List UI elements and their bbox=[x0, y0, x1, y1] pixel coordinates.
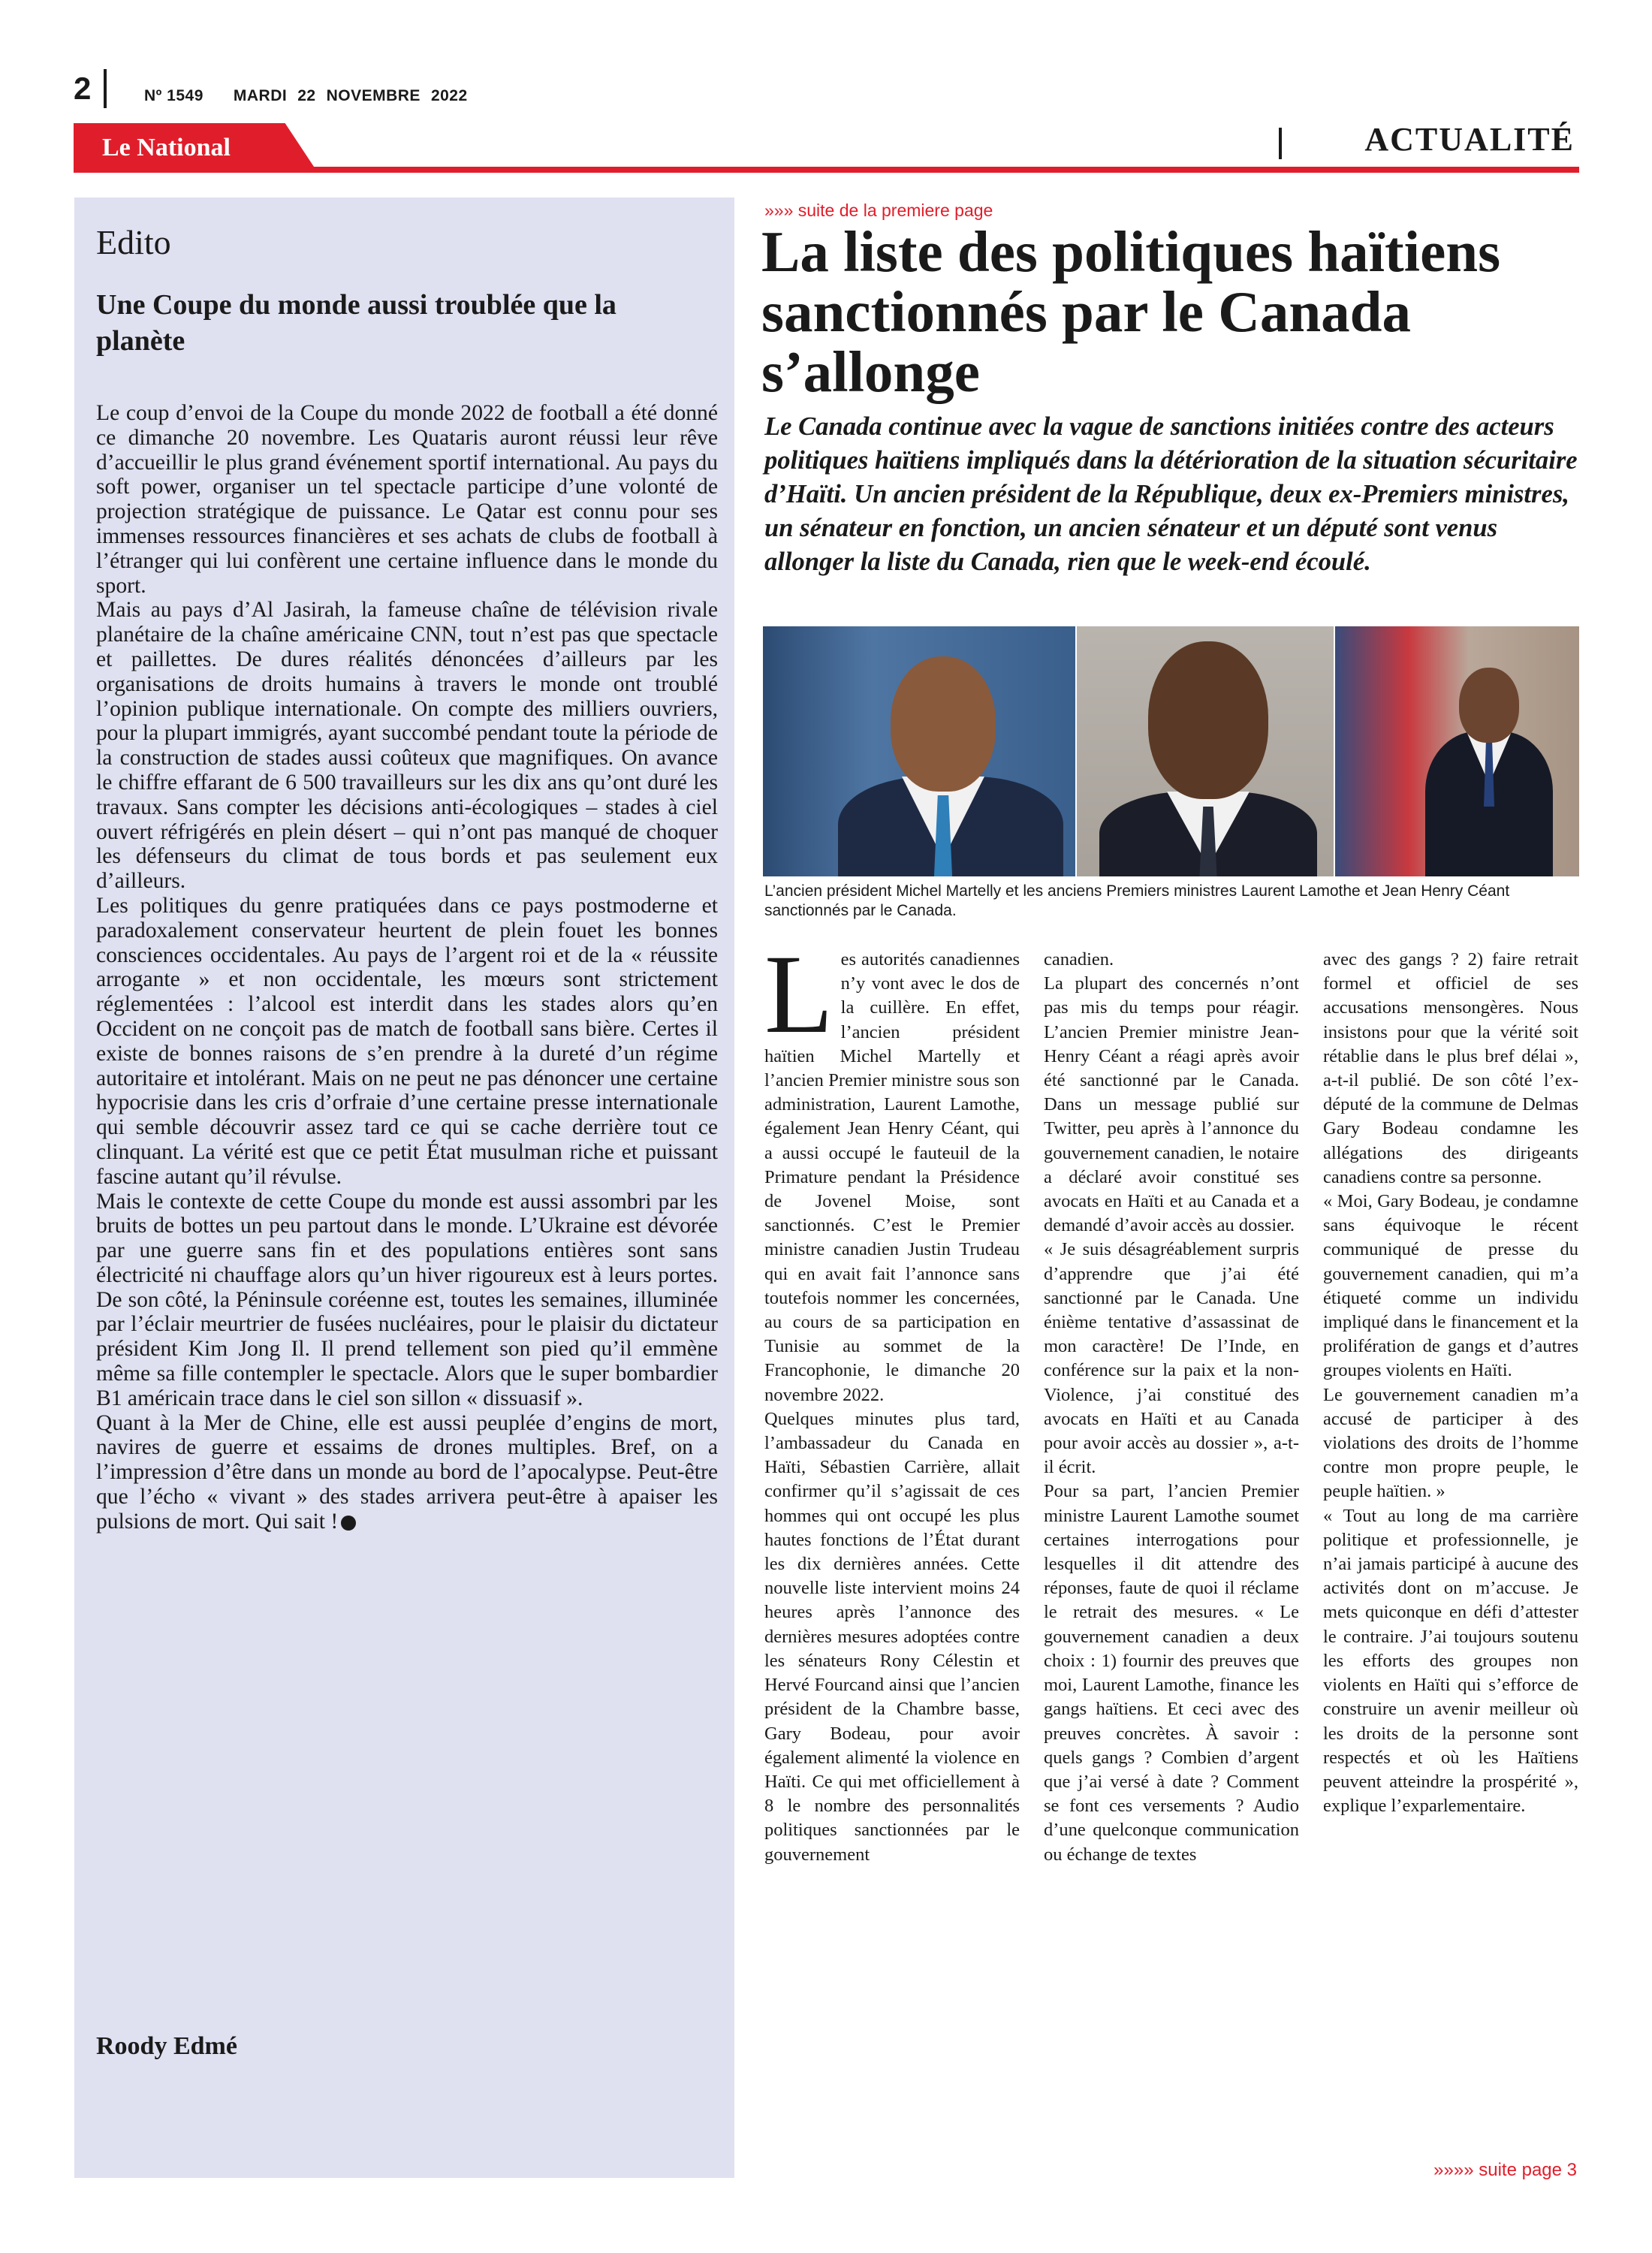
article-paragraph: Quelques minutes plus tard, l’ambassadeur du Canada en Haïti, Sébastien Carrière, allait confirmer qu’il s’agissait de ces hommes qui ont occupé les plus hautes fonctions de l’État durant les dix dernières années. Cette nouvelle liste intervient moins 24 heures après l’annonce des dernières mesures adoptées contre les sénateurs Rony Célestin et Hervé Fourcand ainsi que l’ancien président de la Chambre basse, Gary Bodeau, pour avoir également alimenté la violence en Haïti. Ce qui met officiellement à 8 le nombre des personnalités politiques sanctionnées par le gouvernement bbox=[764, 1408, 1020, 1865]
article-paragraph: « Tout au long de ma carrière politique et professionnelle, je n’ai jamais participé à aucune des activités dont on m’accuse. Je mets quiconque en défi d’attester le contraire. J’ai toujours soutenu les efforts des groupes non violents en Haïti qui s’efforce de construire un avenir meilleur où les droits de la personne sont respectés et où les Haïtiens peuvent atteindre la prospérité », explique l’exparlementaire. bbox=[1323, 1505, 1578, 1817]
edito-paragraph: Mais au pays d’Al Jasirah, la fameuse chaîne de télévision rivale planétaire de la chaîne américaine CNN, tout n’est pas que spectacle et paillettes. De dures réalités dénoncées d’ailleurs par les organisations de droits humains à travers le monde ont troublé l’opinion publique internationale. On compte des milliers ouvriers, pour la plupart immigrés, ayant succombé pendant toute la période de la construction de stades aussi coûteux que magnifiques. On avance le chiffre effarant de 6 500 travailleurs sur les dix ans qu’ont duré les travaux. Sans compter les décisions anti-écologiques – stades à ciel ouvert réfrigérés en plein désert – qui n’ont pas manqué de choquer les défenseurs du climat de tous bords et pas seulement eux d’ailleurs. bbox=[96, 598, 718, 894]
page-number: 2 bbox=[74, 71, 92, 106]
end-mark-icon bbox=[341, 1516, 356, 1531]
drop-cap: L bbox=[764, 932, 834, 1057]
section-divider bbox=[1279, 128, 1282, 159]
article-column-3 bbox=[1323, 948, 1578, 1818]
edito-paragraph: Le coup d’envoi de la Coupe du monde 2022 de football a été donné ce dimanche 20 novembre. Les Quataris auront réussi leur rêve d’accueillir le plus grand événement sportif international. Au pays du soft power, organiser un tel spectacle participe d’une volonté de projection stratégique de puissance. Le Qatar est connu pour ses immenses ressources financières et ses achats de clubs de football à l’étranger qui lui confèrent une certaine influence dans le monde du sport. bbox=[96, 401, 718, 598]
article-photo-strip bbox=[763, 626, 1579, 876]
edito-paragraph: Mais le contexte de cette Coupe du monde est aussi assombri par les bruits de bottes un peu partout dans le monde. L’Ukraine est dévorée par une guerre sans fin et des populations entières sont sans électricité ni chauffage alors qu’un hiver rigoureux est à leurs portes. De son côté, la Péninsule coréenne est, toutes les semaines, illuminée par l’éclair meurtrier de fusées nucléaires, pour le plaisir du dictateur président Kim Jong Il. Il prend tellement son pied qu’il emmène même sa fille contempler le spectacle. Alors que le super bombardier B1 américain trace dans le ciel son sillon « dissuasif ». bbox=[96, 1189, 718, 1410]
article-paragraph-text: es autorités canadiennes n’y vont avec le dos de la cuillère. En effet, l’ancien président haïtien Michel Martelly et l’ancien Premier ministre sous son administration, Laurent Lamothe, également Jean Henry Céant, qui a aussi occupé le fauteuil de la Primature pendant la Présidence de Jovenel Moise, sont sanctionnés. C’est le Premier ministre canadien Justin Trudeau qui en avait fait l’annonce sans toutefois nommer les concernées, au cours de sa participation en Tunisie au sommet de la Francophonie, le dimanche 20 novembre 2022. bbox=[764, 949, 1020, 1405]
article-paragraph: « Je suis désagréablement surpris d’apprendre que j’ai été sanctionné par le Canada. Une énième tentative d’assassinat de mon caractère! De l’Inde, en conférence sur la paix et la non-Violence, j’ai constitué des avocats en Haïti et au Canada pour avoir accès au dossier », a-t-il écrit. bbox=[1044, 1239, 1299, 1478]
issue-year: 2022 bbox=[430, 87, 468, 104]
newspaper-brand: Le National bbox=[102, 134, 231, 161]
issue-month: NOVEMBRE bbox=[326, 87, 421, 104]
edito-author: Roody Edmé bbox=[96, 2032, 237, 2060]
article-lede: Le Canada continue avec la vague de sanctions initiées contre des acteurs politiques haïtiens impliqués dans la détérioration de la situation sécuritaire d’Haïti. Un ancien président de la République, deux ex-Premiers ministres, un sénateur en fonction, un ancien sénateur et un député sont venus allonger la liste du Canada, rien que le week-end écoulé. bbox=[764, 412, 1578, 576]
article-paragraph: Le gouvernement canadien m’a accusé de participer à des violations des droits de l’homme contre mon propre peuple, le peuple haïtien. » bbox=[1323, 1384, 1578, 1502]
article-paragraph: Pour sa part, l’ancien Premier ministre Laurent Lamothe soumet certaines interrogations pour lesquelles il dit attendre des réponses, faute de quoi il réclame le retrait des mesures. « Le gouvernement canadien a deux choix : 1) fournir des preuves que moi, Laurent Lamothe, finance les gangs haïtiens. Et ceci avec des preuves concrètes. À savoir : quels gangs ? Combien d’argent que j’ai versé à date ? Comment se font ces versements ? Audio d’une quelconque communication ou échange de textes bbox=[1044, 1481, 1299, 1865]
continued-on-link[interactable]: »»»» suite page 3 bbox=[1433, 2160, 1577, 2180]
header-divider bbox=[104, 69, 107, 108]
edito-paragraph: Les politiques du genre pratiquées dans ce pays postmoderne et paradoxalement conservateur heurtent de plein fouet les bonnes consciences occidentales. Au pays de l’argent roi et de la « réussite arrogante » et non occidentale, les mœurs sont strictement réglementées : l’alcool est interdit dans les stades alors qu’en Occident on ne conçoit pas de match de football sans bière. Certes il existe de bonnes raisons de s’en prendre à la dureté d’un régime autoritaire et intolérant. Mais on ne peut ne pas dénoncer une certaine hypocrisie dans les cris d’orfraie d’une certaine presse internationale qui semble découvrir assez tard ce qui se cache derrière tout ce clinquant. La vérité est que ce petit État musulman riche et puissant fascine autant qu’il révulse. bbox=[96, 893, 718, 1189]
article-paragraph: « Moi, Gary Bodeau, je condamne sans équivoque le récent communiqué de presse du gouvernement canadien, qui m’a étiqueté comme un individu impliqué dans le financement et la prolifération de gangs et d’autres groupes violents en Haïti. bbox=[1323, 1191, 1578, 1381]
issue-date bbox=[234, 87, 478, 104]
photo-jean-henry-ceant bbox=[1335, 626, 1579, 876]
continued-from-label: »»» suite de la premiere page bbox=[764, 201, 993, 220]
article-paragraph bbox=[764, 932, 1020, 1407]
article-column-2 bbox=[1044, 948, 1299, 1867]
issue-day: MARDI bbox=[233, 87, 288, 104]
article-paragraph: avec des gangs ? 2) faire retrait formel et officiel de ses accusations mensongères. Nous insistons pour que la vérité soit rétablie dans le plus bref délai », a-t-il publié. De son côté l’ex-député de la commune de Delmas Gary Bodeau condamne les allégations des dirigeants canadiens contre sa personne. bbox=[1323, 949, 1578, 1187]
article-paragraph: La plupart des concernés n’ont pas mis du temps pour réagir. L’ancien Premier ministre Jean-Henry Céant a réagi après avoir été sanctionné par le Canada. Dans un message publié sur Twitter, peu après à l’annonce du gouvernement canadien, le notaire a déclaré avoir constitué ses avocats en Haïti et au Canada et a demandé d’avoir accès au dossier. bbox=[1044, 973, 1299, 1236]
edito-paragraph-last bbox=[96, 1411, 718, 1534]
article-column-1 bbox=[764, 932, 1020, 1867]
issue-number: Nº 1549 bbox=[144, 87, 203, 104]
photo-laurent-lamothe bbox=[763, 626, 1075, 876]
article-headline: La liste des politiques haïtiens sanctionnés par le Canada s’allonge bbox=[761, 219, 1501, 404]
edito-title: Une Coupe du monde aussi troublée que la planète bbox=[96, 289, 616, 357]
issue-date-number: 22 bbox=[297, 87, 316, 104]
photo-caption: L’ancien président Michel Martelly et les anciens Premiers ministres Laurent Lamothe et Jean Henry Céant sanctionnés par le Canada. bbox=[764, 882, 1510, 919]
issue-info bbox=[144, 87, 508, 105]
header-rule bbox=[74, 167, 1579, 173]
edito-label: Edito bbox=[96, 223, 171, 261]
article-paragraph: canadien. bbox=[1044, 949, 1114, 970]
edito-body bbox=[96, 401, 718, 1534]
photo-michel-martelly bbox=[1077, 626, 1334, 876]
edito-paragraph: Quant à la Mer de Chine, elle est aussi peuplée d’engins de mort, navires de guerre et essaims de drones multiples. Bref, on a l’impression d’être dans un monde au bord de l’apocalypse. Peut-être que l’écho « vivant » des stades arrivera peut-être à apaiser les pulsions de mort. Qui sait ! bbox=[96, 1410, 718, 1534]
section-name: ACTUALITÉ bbox=[1364, 121, 1575, 158]
